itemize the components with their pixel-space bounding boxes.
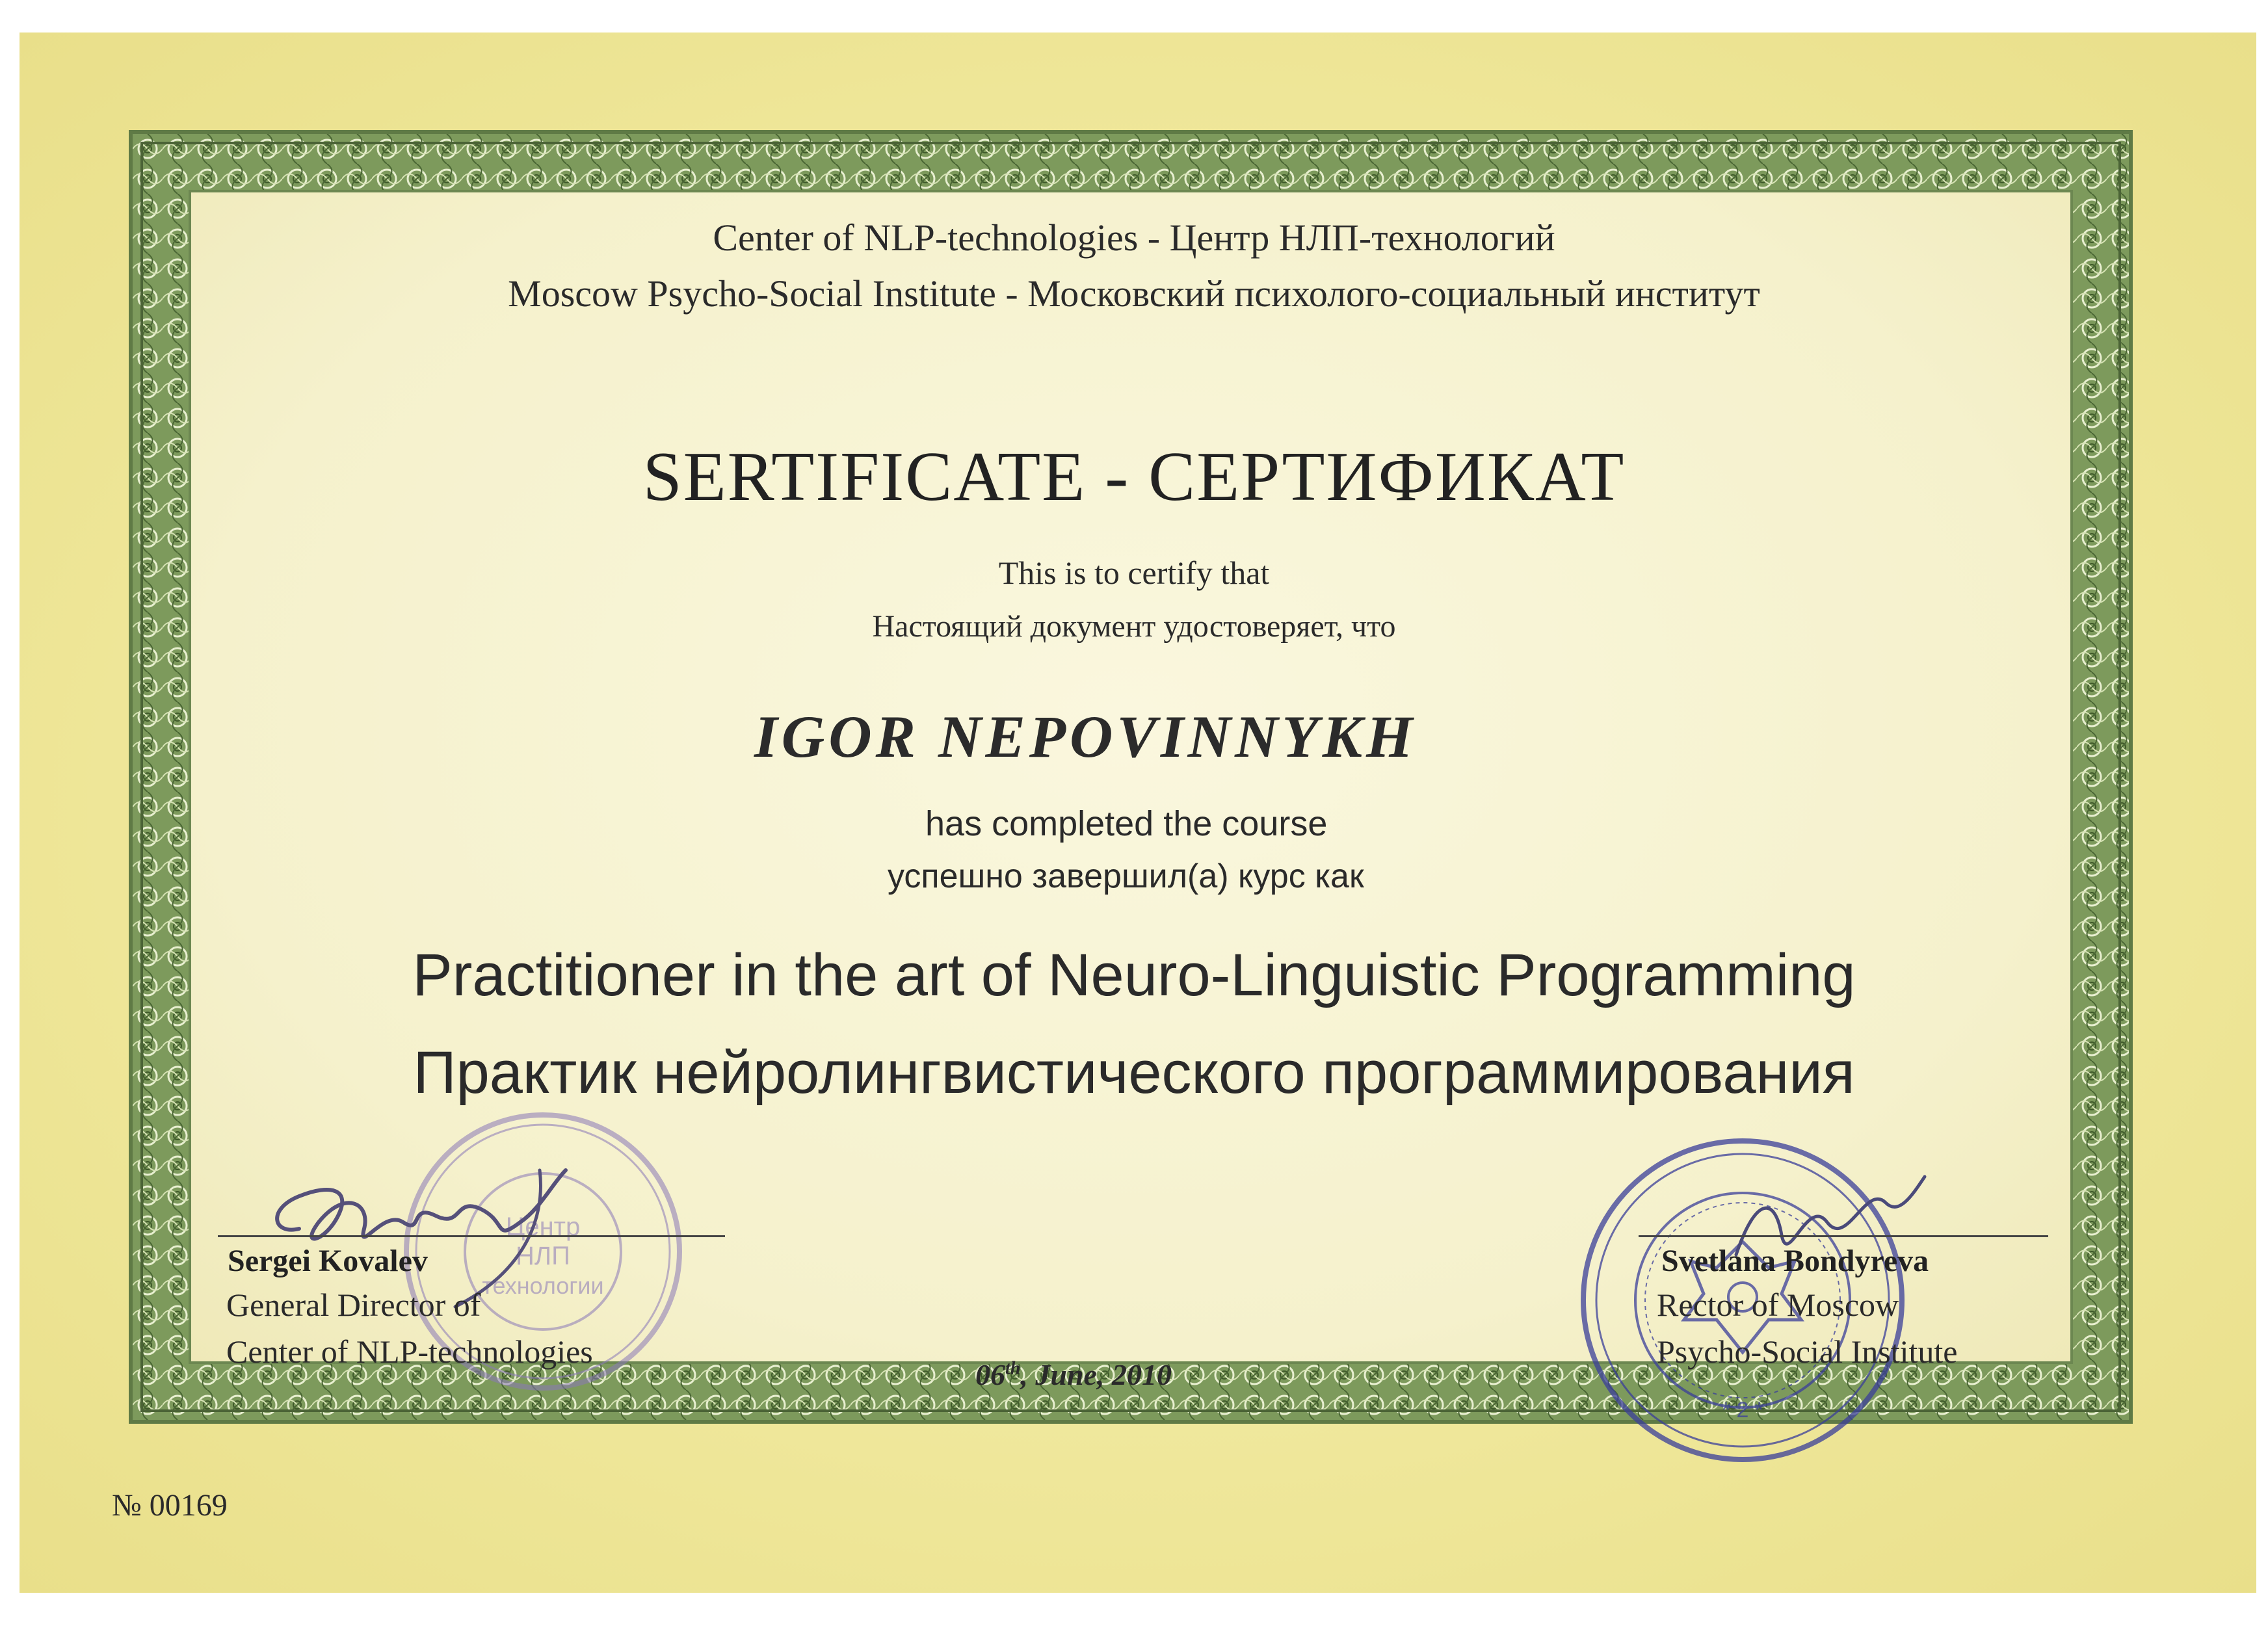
right-signature-line — [1639, 1235, 2048, 1237]
completed-text-en: has completed the course — [925, 804, 1328, 843]
right-signatory-name: Svetlana Bondyreva — [1661, 1244, 1929, 1278]
course-title-ru: Практик нейролингвистического программирования — [413, 1040, 1855, 1106]
left-signature-line — [218, 1235, 725, 1237]
svg-text:технологии: технологии — [482, 1272, 604, 1299]
svg-text:* 2 *: * 2 * — [1721, 1398, 1764, 1422]
course-title-en: Practitioner in the art of Neuro-Linguistic Programming — [412, 942, 1856, 1008]
date-suffix: th — [1005, 1358, 1021, 1379]
issue-date — [975, 1357, 1172, 1392]
completed-text-ru: успешно завершил(а) курс как — [888, 858, 1364, 895]
certify-text-en: This is to certify that — [998, 555, 1270, 591]
recipient-name: IGOR NEPOVINNYKH — [754, 703, 1417, 770]
stamp-center-text: Центр — [505, 1212, 581, 1241]
issuer-line-2: Moscow Psycho-Social Institute - Московский психолого-социальный институт — [508, 272, 1760, 315]
serial-number: № 00169 — [112, 1488, 228, 1523]
left-signatory-name: Sergei Kovalev — [228, 1244, 428, 1278]
date-day: 06 — [975, 1358, 1005, 1391]
certify-text-ru: Настоящий документ удостоверяет, что — [872, 609, 1396, 644]
date-rest: , June, 2010 — [1020, 1358, 1172, 1391]
left-signatory-role-2: Center of NLP-technologies — [226, 1333, 593, 1370]
right-signatory-role-1: Rector of Moscow — [1657, 1287, 1899, 1323]
svg-text:НЛП: НЛП — [516, 1242, 570, 1270]
right-signatory-role-2: Psycho-Social Institute — [1657, 1333, 1958, 1370]
certificate-title: SERTIFICATE - СЕРТИФИКАТ — [642, 438, 1626, 516]
left-signatory-role-1: General Director of — [226, 1287, 481, 1323]
issuer-line-1: Center of NLP-technologies - Центр НЛП-технологий — [713, 216, 1555, 259]
